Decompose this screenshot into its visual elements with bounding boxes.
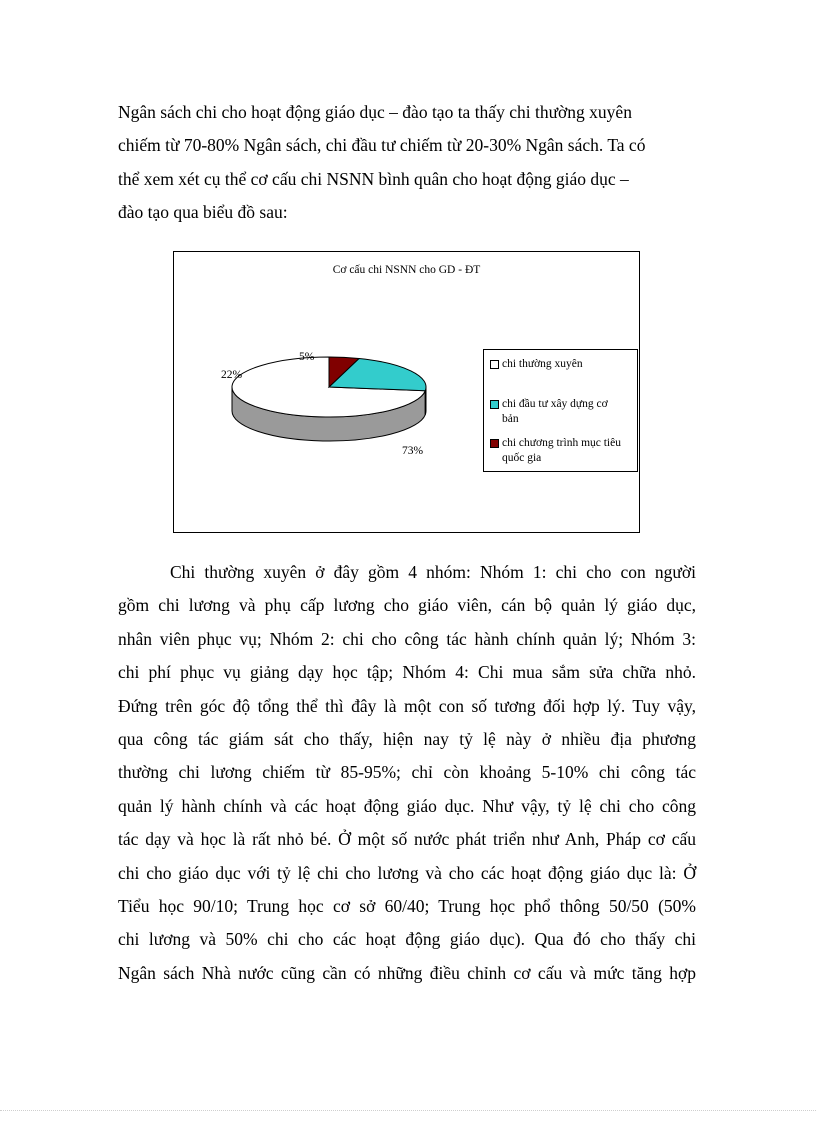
text-line: qua công tác giám sát cho thấy, hiện nay tỷ lệ này ở nhiều địa phương xyxy=(118,729,696,750)
text-line: chiếm từ 70-80% Ngân sách, chi đầu tư chiếm từ 20-30% Ngân sách. Ta có xyxy=(118,135,646,156)
text-line: Tiểu học 90/10; Trung học cơ sở 60/40; Trung học phổ thông 50/50 (50% xyxy=(118,896,696,917)
legend-label: chi đầu tư xây dựng cơ xyxy=(502,398,608,410)
data-label-chi-dau-tu: 22% xyxy=(221,369,243,381)
legend-item xyxy=(490,357,635,372)
text-line: Đứng trên góc độ tổng thể thì đây là một con số tương đối hợp lý. Tuy vậy, xyxy=(118,695,696,716)
body-paragraph xyxy=(118,556,696,990)
text-line: gồm chi lương và phụ cấp lương cho giáo viên, cán bộ quản lý giáo dục, xyxy=(118,595,696,616)
legend-swatch xyxy=(490,360,499,369)
legend-label: quốc gia xyxy=(502,452,542,464)
text-line: Ngân sách chi cho hoạt động giáo dục – đào tạo ta thấy chi thường xuyên xyxy=(118,102,632,122)
text-line: Ngân sách Nhà nước cũng cần có những điều chỉnh cơ cấu và mức tăng hợp xyxy=(118,962,696,983)
text-line: Chi thường xuyên ở đây gồm 4 nhóm: Nhóm 1: chi cho con người xyxy=(170,562,696,582)
data-label-chi-chuong-trinh: 5% xyxy=(299,351,315,363)
legend-label: chi thường xuyên xyxy=(502,358,583,370)
text-line: tác dạy và học là rất nhỏ bé. Ở một số nước phát triển như Anh, Pháp cơ cấu xyxy=(118,829,696,850)
intro-paragraph xyxy=(118,96,696,230)
text-line: chi lương và 50% chi cho các hoạt động giáo dục). Qua đó cho thấy chi xyxy=(118,929,696,950)
legend-swatch xyxy=(490,400,499,409)
text-line: quản lý hành chính và các hoạt động giáo dục. Như vậy, tỷ lệ chi cho công xyxy=(118,795,696,816)
legend-swatch xyxy=(490,439,499,448)
pie-chart-frame xyxy=(173,251,640,533)
legend-item xyxy=(490,436,635,466)
legend-label: chi chương trình mục tiêu xyxy=(502,437,621,449)
text-line: thường chi lương chiếm từ 85-95%; chỉ còn khoảng 5-10% chi công tác xyxy=(118,762,696,783)
text-line: chi cho giáo dục với tỷ lệ chi cho lương và cho các hoạt động giáo dục là: Ở xyxy=(118,862,696,883)
data-label-chi-thuong-xuyen: 73% xyxy=(402,445,424,457)
text-line: đào tạo qua biểu đồ sau: xyxy=(118,202,288,223)
text-line: chi phí phục vụ giảng dạy học tập; Nhóm 4: Chi mua sắm sửa chữa nhỏ. xyxy=(118,662,696,683)
legend-item xyxy=(490,397,635,427)
text-line: thể xem xét cụ thể cơ cấu chi NSNN bình quân cho hoạt động giáo dục – xyxy=(118,168,629,189)
legend-label: bản xyxy=(502,413,519,425)
text-line: nhân viên phục vụ; Nhóm 2: chi cho công tác hành chính quản lý; Nhóm 3: xyxy=(118,628,696,649)
pie-chart xyxy=(174,252,479,532)
chart-legend xyxy=(483,349,638,472)
chart-title: Cơ cấu chi NSNN cho GD - ĐT xyxy=(332,264,481,276)
page-bottom-border xyxy=(0,1110,816,1113)
